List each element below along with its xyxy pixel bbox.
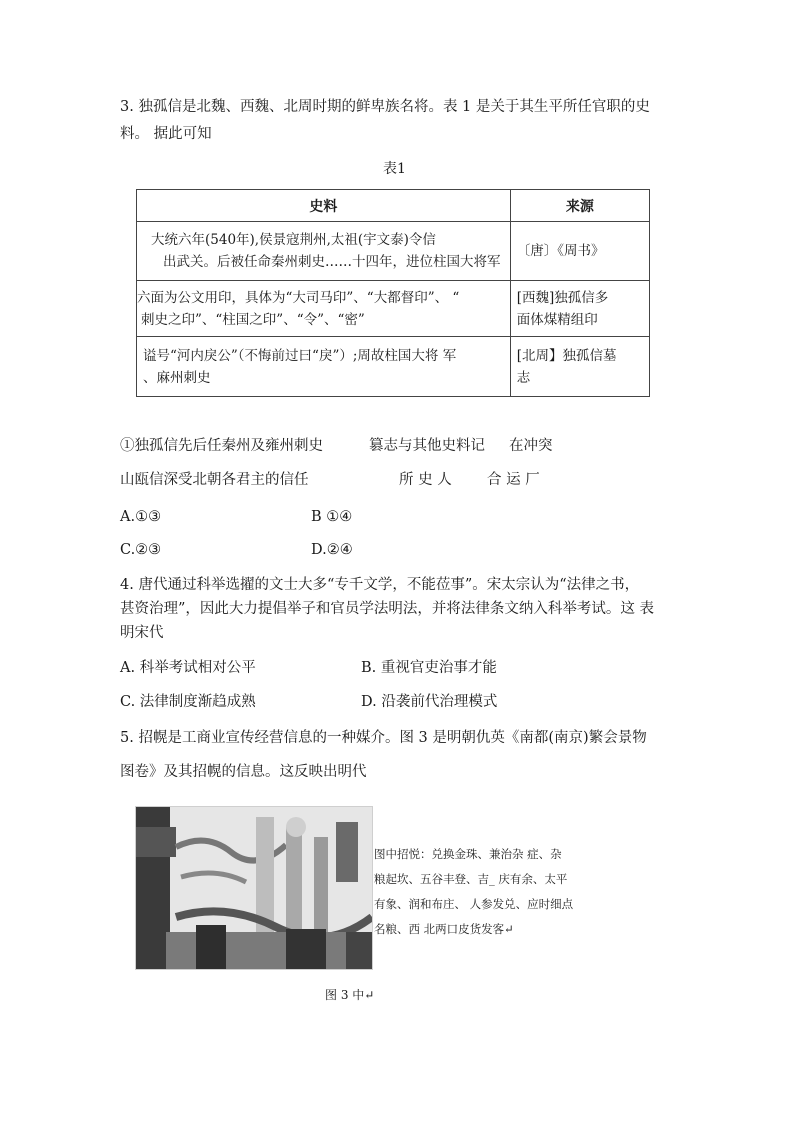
q3-stem-line2: 料。 据此可知	[120, 126, 212, 142]
table-cell-source	[510, 281, 649, 337]
q4-option-b: B. 重视官吏治事才能	[361, 660, 497, 676]
cell-line: 刺史之印”、“柱国之印”、“令”、“密”	[141, 311, 365, 328]
q3-option-b: B ①④	[311, 509, 353, 525]
q3-note-line2-c: 合 运 厂	[487, 472, 540, 488]
table-header-content: 史料	[137, 190, 511, 222]
q3-option-d: D.②④	[311, 542, 353, 558]
figure-text-line: 图中招悦：兑换金珠、兼治杂 症、杂	[374, 847, 562, 861]
painting-sketch	[136, 807, 372, 969]
q3-note-line1-a: ①独孤信先后任秦州及雍州刺史	[120, 438, 323, 454]
q3-option-a: A.①③	[120, 509, 162, 525]
figure-text-line: 粮起坎、五谷丰登、吉_ 庆有余、太平	[374, 872, 568, 886]
q3-note-line2-a: 山瓯信深受北朝各君主的信任	[120, 472, 309, 488]
q3-note-line1-c: 在冲突	[509, 438, 553, 454]
q4-option-a: A. 科举考试相对公平	[120, 660, 256, 676]
q4-stem-line1: 4. 唐代通过科举选擢的文士大多“专千文学，不能莅事”。宋太宗认为“法律之书，	[120, 577, 640, 593]
q4-stem-line3: 明宋代	[120, 625, 164, 641]
figure-text-line: 有象、润和布庄、 人参发兑、应时细点	[374, 897, 574, 911]
cell-line: 出武关。后被任命秦州刺史……十四年，进位柱国大将军	[163, 254, 501, 270]
table-cell-content	[137, 281, 511, 337]
cell-line: 面体煤精组印	[516, 311, 598, 328]
q3-option-c: C.②③	[120, 542, 162, 558]
cell-line: [北周】独孤信墓	[516, 347, 617, 364]
table-cell-content	[137, 222, 511, 281]
figure-caption: 图 3 中↵	[325, 988, 375, 1002]
q4-option-d: D. 沿袭前代治理模式	[361, 694, 498, 710]
q4-option-c: C. 法律制度渐趋成熟	[120, 694, 256, 710]
q5-stem-line1: 5. 招幌是工商业宣传经营信息的一种媒介。图 3 是明朝仇英《南都(南京)繁会景物	[120, 730, 647, 746]
table-row	[137, 222, 650, 281]
table-caption: 表1	[383, 161, 406, 177]
source-table	[136, 189, 650, 397]
table-cell-source	[510, 222, 649, 281]
cell-line: 大统六年(540年),侯景寇荆州,太祖(宇文泰)令信	[151, 232, 436, 248]
q3-note-line1-b: 篡志与其他史料记	[369, 438, 485, 454]
table-row	[137, 281, 650, 337]
q4-stem-line2: 甚资治理”，因此大力提倡举子和官员学法明法，并将法律条文纳入科举考试。这 表	[120, 601, 655, 617]
cell-line: 志	[516, 369, 531, 386]
cell-line: 谥号“河内戾公”（不悔前过曰“戾”）;周故柱国大将 军	[143, 347, 457, 364]
q5-stem-line2: 图卷》及其招幌的信息。这反映出明代	[120, 764, 367, 780]
table-row	[137, 337, 650, 397]
table-header-source: 来源	[510, 190, 649, 222]
figure-signboard-text	[374, 842, 604, 942]
painting-image	[135, 806, 373, 970]
cell-line: 六面为公文用印，具体为“大司马印”、“大都督印”、 “	[137, 289, 460, 306]
table-header-row	[137, 190, 650, 222]
q3-stem-line1: 3. 独孤信是北魏、西魏、北周时期的鲜卑族名将。表 1 是关于其生平所任官职的史	[120, 99, 650, 115]
cell-line: 〔唐〕《周书》	[516, 243, 605, 259]
table-cell-content	[137, 337, 511, 397]
table-cell-source	[510, 337, 649, 397]
cell-line: [西魏]独孤信多	[516, 289, 609, 306]
q3-note-line2-b: 所 史 人	[399, 472, 452, 488]
figure-text-line: 名粮、西 北两口皮货发客↵	[374, 922, 514, 936]
cell-line: 、麻州刺史	[143, 369, 211, 386]
